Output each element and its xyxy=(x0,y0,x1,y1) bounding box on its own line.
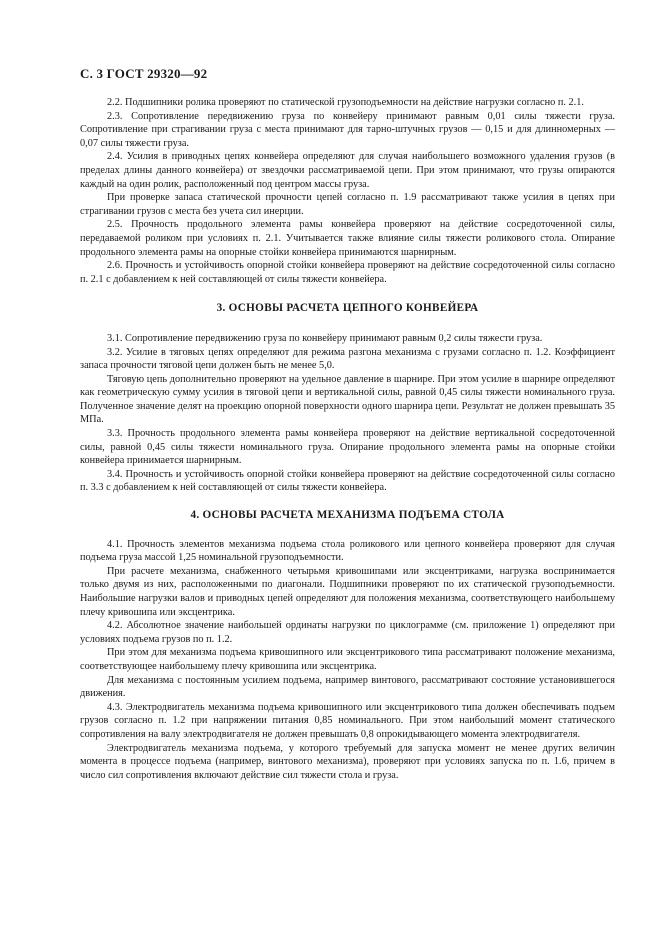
paragraph-4-2: 4.2. Абсолютное значение наибольшей ординаты нагрузки по циклограмме (см. приложение 1) определяют при условиях подъема грузов по п. 1.2. xyxy=(80,620,615,645)
paragraph-4-1: 4.1. Прочность элементов механизма подъема стола роликового или цепного конвейера проверяют для случая подъема груза массой 1,25 номинальной грузоподъемности. xyxy=(80,538,615,564)
paragraph-4-1-note: При расчете механизма, снабженного четырьмя кривошипами или эксцентриками, нагрузка воспринимается только двумя из них, расположенными по диагонали. Подшипники проверяют по их статической грузоподъемности. Наибольшие нагрузки валов и приводных цепей определяют для положения механизма, соответствующего наибольшему плечу кривошипа или эксцентрика. xyxy=(80,565,615,618)
paragraph-2-4-note: При проверке запаса статической прочности цепей согласно п. 1.9 рассматривают также усилия в цепях при страгивании грузов с места без учета сил инерции. xyxy=(80,192,615,217)
paragraph-4-3: 4.3. Электродвигатель механизма подъема кривошипного или эксцентрикового типа должен обеспечивать подъем грузов согласно п. 1.2 при напряжении питания 0,85 номинального. При этом наибольший момент статического сопротивления на валу электродвигателя не должен превышать 0,8 опрокидывающего момента электродвигателя. xyxy=(80,701,615,740)
paragraph-4-2-note-b: Для механизма с постоянным усилием подъема, например винтового, рассматривают состояние установившегося движения. xyxy=(80,674,615,700)
paragraph-2-4: 2.4. Усилия в приводных цепях конвейера определяют для случая наибольшего возможного удаления грузов (в пределах длины данного конвейера) от звездочки рассматриваемой цепи. При этом принимают, что грузы опираются каждый на один ролик, расположенный под центром массы груза. xyxy=(80,151,615,190)
paragraph-4-2-note-a: При этом для механизма подъема кривошипного или эксцентрикового типа рассматривают положение механизма, соответствующее наибольшему плечу кривошипа или эксцентрика. xyxy=(80,647,615,672)
paragraph-2-5: 2.5. Прочность продольного элемента рамы конвейера проверяют на действие сосредоточенной силы, передаваемой роликом при условиях п. 2.1. Учитывается также влияние силы тяжести роликового стола. Опирание продольного элемента рамы на опорные стойки конвейера принимаются шарнирным. xyxy=(80,219,615,258)
paragraph-3-2-note: Тяговую цепь дополнительно проверяют на удельное давление в шарнире. При этом усилие в шарнире определяют как геометрическую сумму усилия в тяговой цепи и вертикальной силы, равной 0,45 силы тяжести номинального груза. Полученное значение делят на проекцию опорной поверхности одного шарнира цепи. Результат не должен превышать 35 МПа. xyxy=(80,373,615,426)
page-content xyxy=(80,96,615,782)
paragraph-3-1: 3.1. Сопротивление передвижению груза по конвейеру принимают равным 0,2 силы тяжести груза. xyxy=(107,332,543,344)
section-heading-4: 4. ОСНОВЫ РАСЧЕТА МЕХАНИЗМА ПОДЪЕМА СТОЛА xyxy=(190,509,505,522)
section-heading-3: 3. ОСНОВЫ РАСЧЕТА ЦЕПНОГО КОНВЕЙЕРА xyxy=(216,302,479,315)
paragraph-3-4: 3.4. Прочность и устойчивость опорной стойки конвейера проверяют на действие сосредоточенной силы согласно п. 3.3 с добавлением к ней составляющей от силы тяжести конвейера. xyxy=(80,468,615,494)
paragraph-2-2: 2.2. Подшипники ролика проверяют по статической грузоподъемности на действие нагрузки согласно п. 2.1. xyxy=(107,97,584,108)
paragraph-4-3-note: Электродвигатель механизма подъема, у которого требуемый для запуска момент не менее других величин момента в процессе подъема (например, винтового механизма), проверяют при условиях запуска по п. 1.6, причем в число сил сопротивления включают действие сил тяжести стола и груза. xyxy=(80,742,615,781)
paragraph-3-2: 3.2. Усилие в тяговых цепях определяют для режима разгона механизма с грузами согласно п. 1.2. Коэффициент запаса прочности тяговой цепи должен быть не менее 5,0. xyxy=(80,346,615,372)
paragraph-2-3: 2.3. Сопротивление передвижению груза по конвейеру принимают равным 0,01 силы тяжести груза. Сопротивление при страгивании груза с места принимают для тарно-штучных грузов — 0,15 и для длинномерных — 0,07 силы тяжести груза. xyxy=(80,110,615,149)
paragraph-3-3: 3.3. Прочность продольного элемента рамы конвейера проверяют на действие вертикальной сосредоточенной силы, равной 0,45 силы тяжести номинального груза. Опирание продольного элемента рамы на опорные стойки конвейера принимается шарнирным. xyxy=(80,428,615,467)
page-header: С. 3 ГОСТ 29320—92 xyxy=(80,66,208,81)
paragraph-2-6: 2.6. Прочность и устойчивость опорной стойки конвейера проверяют на действие сосредоточенной силы согласно п. 2.1 с добавлением к ней составляющей от силы тяжести конвейера. xyxy=(80,260,615,285)
